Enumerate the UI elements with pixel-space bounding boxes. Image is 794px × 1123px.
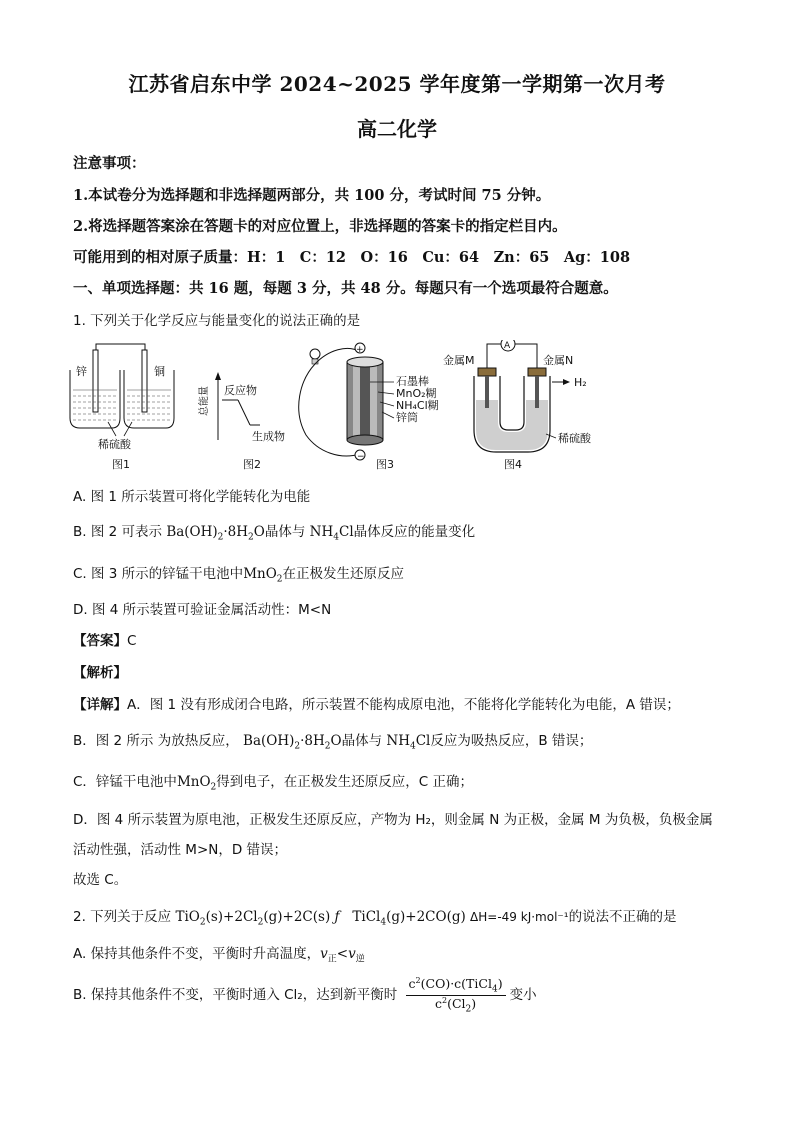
figure-3 — [299, 343, 439, 471]
q1-option-c: C. 图 3 所示的锌锰干电池中MnO$_2$在正极发生还原反应 — [73, 566, 405, 585]
fig4-meter-label: A — [504, 341, 511, 351]
fig2-reactant-label: 反应物 — [224, 384, 257, 397]
fig3-mno2-label: MnO₂糊 — [396, 387, 437, 400]
q1-analysis-label: 【解析】 — [73, 665, 127, 681]
exam-title: 江苏省启东中学 2024~2025 学年度第一学期第一次月考 — [128, 72, 666, 96]
figure-4 — [443, 340, 592, 471]
fig2-caption: 图2 — [243, 458, 261, 471]
q2-option-b: B. 保持其他条件不变，平衡时通入 Cl₂，达到新平衡时 $\frac{c^2(CO)\cdot c(TiCl_4)}{c^2(Cl_2)}$ 变小 — [73, 976, 537, 1015]
fig1-caption: 图1 — [112, 458, 130, 471]
fig3-caption: 图3 — [376, 458, 394, 471]
question-1-stem: 1. 下列关于化学反应与能量变化的说法正确的是 — [73, 313, 361, 329]
figure-1 — [70, 344, 174, 471]
q1-conclusion: 故选 C。 — [73, 872, 128, 888]
fig4-metal-n-label: 金属N — [543, 354, 574, 367]
q1-detail-c: C．锌锰干电池中MnO$_2$得到电子，在正极发生还原反应，C 正确； — [73, 774, 473, 793]
atomic-masses: 可能用到的相对原子质量：H：1 C：12 O：16 Cu：64 Zn：65 Ag：108 — [73, 249, 631, 266]
fig3-nh4cl-label: NH₄Cl糊 — [396, 399, 439, 412]
fig1-zinc-label: 锌 — [76, 365, 87, 378]
exam-subject: 高二化学 — [357, 117, 437, 141]
fig3-minus-label: − — [357, 452, 365, 462]
equilibrium-quotient: $\frac{c^2(CO)\cdot c(TiCl_4)}{c^2(Cl_2)}$ — [406, 976, 506, 1014]
question-1-figures — [60, 340, 620, 475]
figure-2 — [197, 372, 285, 471]
notes-item-1: 1.本试卷分为选择题和非选择题两部分，共 100 分，考试时间 75 分钟。 — [73, 187, 551, 204]
fig1-acid-label: 稀硫酸 — [98, 438, 131, 451]
q1-detail-a: 【详解】A．图 1 没有形成闭合电路，所示装置不能构成原电池，不能将化学能转化为电能，A 错误； — [73, 697, 680, 713]
q1-detail-d-line1: D．图 4 所示装置为原电池，正极发生还原反应，产物为 H₂，则金属 N 为正极，金属 M 为负极，负极金属 — [73, 812, 713, 828]
section-heading: 一、单项选择题：共 16 题，每题 3 分，共 48 分。每题只有一个选项最符合题意。 — [73, 280, 618, 297]
question-2-stem: 2. 下列关于反应 $TiO_2(s)+2Cl_2(g)+2C(s)$ ƒ TiCl$_4$(g)+2CO(g) ΔH=-49 kJ·mol⁻¹的说法不正确的是 — [73, 909, 677, 928]
formula-nh4cl: $NH_4Cl$ — [309, 524, 354, 543]
fig3-zinc-label: 锌筒 — [396, 411, 418, 424]
fig4-acid-label: 稀硫酸 — [558, 432, 591, 445]
fig1-copper-label: 铜 — [154, 365, 165, 378]
q1-detail-b: B．图 2 所示 为放热反应， $Ba(OH)_2\cdot 8H_2O$晶体与 $NH_4Cl$反应为吸热反应，B 错误； — [73, 733, 593, 752]
formula-ba-oh2-8h2o: $Ba(OH)_2\cdot 8H_2O$ — [166, 524, 265, 543]
q1-detail-d-line2: 活动性强，活动性 M>N，D 错误； — [73, 842, 288, 858]
fig2-product-label: 生成物 — [252, 430, 285, 443]
q1-option-b: B. 图 2 可表示 $Ba(OH)_2\cdot 8H_2O$晶体与 $NH_4Cl$晶体反应的能量变化 — [73, 524, 476, 543]
q1-answer: 【答案】C — [73, 633, 137, 649]
q1-option-a: A. 图 1 所示装置可将化学能转化为电能 — [73, 489, 311, 505]
q2-reaction-equation: $TiO_2(s)+2Cl_2(g)+2C(s)$ ƒ TiCl$_4$(g)+2CO(g) — [175, 909, 466, 928]
notes-heading: 注意事项： — [73, 155, 146, 172]
fig4-h2-label: H₂ — [574, 376, 587, 389]
fig3-plus-label: + — [356, 345, 364, 355]
fig2-yaxis-label: 总能量 — [199, 386, 210, 416]
fig4-metal-m-label: 金属M — [443, 354, 475, 367]
fig4-caption: 图4 — [504, 458, 522, 471]
formula-mno2: MnO$_2$ — [243, 566, 283, 585]
notes-item-2: 2.将选择题答案涂在答题卡的对应位置上，非选择题的答案卡的指定栏目内。 — [73, 218, 567, 235]
q2-option-a: A. 保持其他条件不变，平衡时升高温度，$v_正<v_逆$ — [73, 946, 365, 965]
fig3-graphite-label: 石墨棒 — [396, 375, 429, 388]
q1-option-d: D. 图 4 所示装置可验证金属活动性：M<N — [73, 602, 332, 618]
